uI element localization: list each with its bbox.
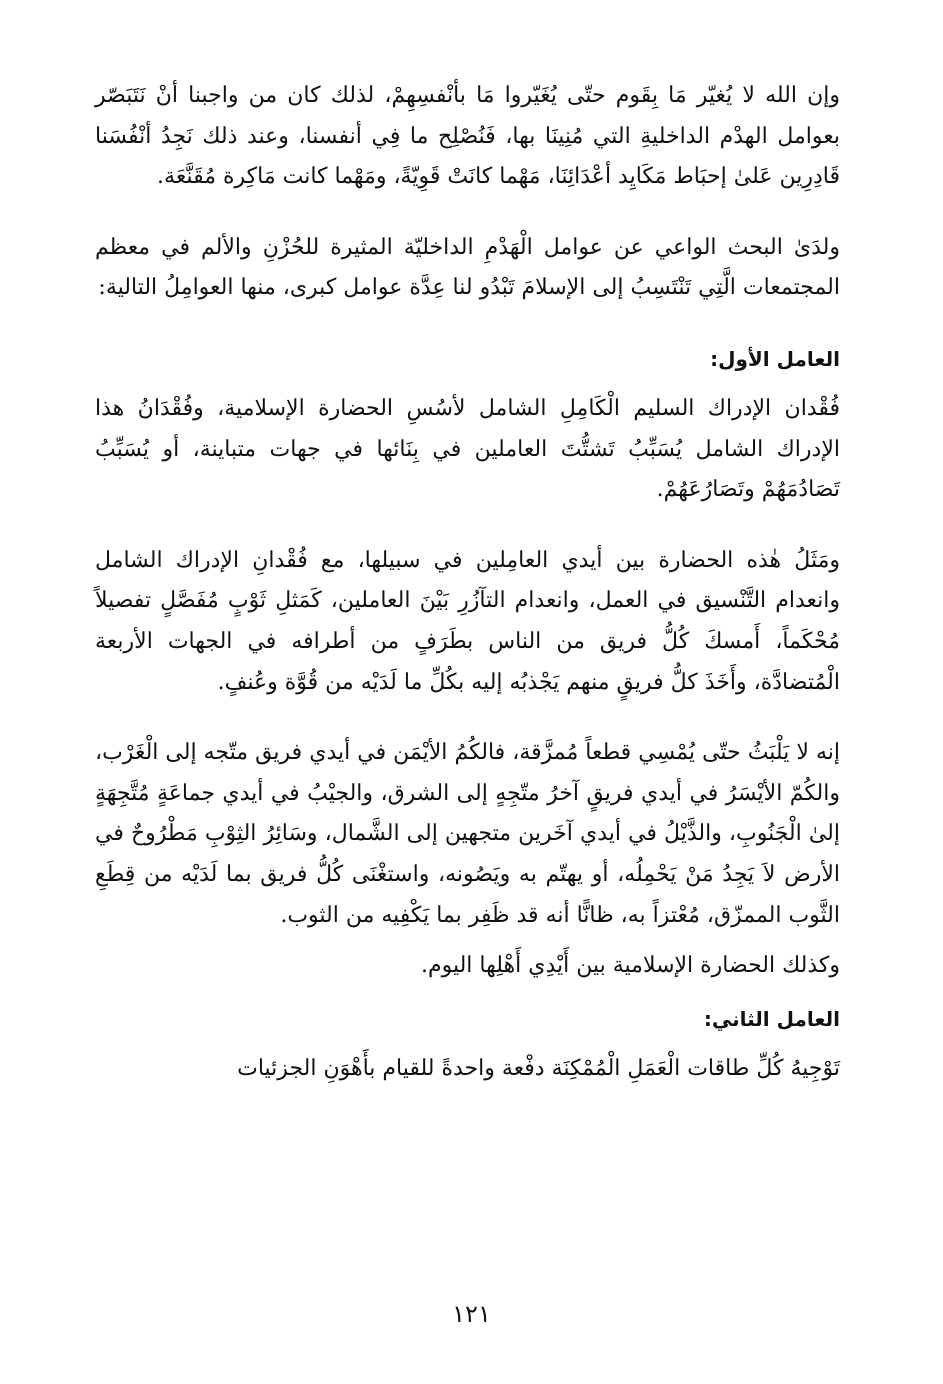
- paragraph-5: إنه لا يَلْبَثُ حتّى يُمْسِي قطعاً مُمزَّقة، فالكُمُ الأيْمَن في أيدي فريق متّجه إلى الْغَرْب، والكُمّ الأيْسَرُ في أيدي فريقٍ آخرُ متّجِهٍ إلى الشرق، والجيْبُ في أيدي جماعَةٍ مُتَّجِهَةٍ إلىٰ الْجَنُوبِ، والذَّيْلُ في أيدي آخَرين متجهين إلى الشَّمال، وسَائِرُ الثِوْبِ مَطْرُوحٌ في الأرض لاَ يَجِدُ مَنْ يَحْمِلُه، أو يهتّم به ويَصُونه، واستغْنَى كُلُّ فريق بما لَدَيْه من قِطَعِ الثَّوب الممزّق، مُعْتزاً به، ظانًّا أنه قد ظَفِر بما يَكْفِيه من الثوب.: [95, 740, 840, 928]
- page-number: ١٢١: [452, 1300, 491, 1328]
- paragraph-1: وإن الله لا يُغيّر مَا بِقَوم حتّى يُغَيّروا مَا بأنْفسِهِمْ، لذلك كان من واجبنا أنْ نَتَبَصّر بعوامل الهدْم الداخليةِ التي مُنِينَا بها، فَنُصْلِح ما فِي أنفسنا، وعند ذلك نَجِدُ أنْفُسَنا قَادِرِين عَلىٰ إحبَاط مَكَايِد أعْدَائِنَا، مَهْما كانَتْ قَوِيّةً، ومَهْما كانت مَاكِرة مُقَنَّعَة.: [95, 83, 840, 190]
- paragraph-3: فُقْدان الإدراك السليم الْكَامِلِ الشامل لأسُسِ الحضارة الإسلامية، وفُقْدَانُ هذا الإدراك الشامل يُسَبِّبُ تَشتُّتَ العاملين في بِنَائها في جهات متباينة، أو يُسَبِّبُ تَصَادُمَهُمْ وتَصَارُعَهُمْ.: [95, 395, 840, 503]
- paragraph-7: تَوْجِيهُ كُلِّ طاقات الْعَمَلِ الْمُمْكِنَة دفْعة واحدةً للقيام بأَهْوَنِ الجزئيات: [237, 1055, 840, 1081]
- document-page: [95, 76, 840, 1089]
- paragraph-6: وكذلك الحضارة الإسلامية بين أَيْدِي أَهْلِها اليوم.: [420, 953, 840, 979]
- section-heading-second-factor: العامل الثاني:: [703, 1006, 840, 1031]
- paragraph-2: ولدَىٰ البحث الواعي عن عوامل الْهَدْمِ الداخليّة المثيرة للحُزْنِ والألم في معظم المجتمعات الَّتِي تَنْتَسِبُ إلى الإسلامَ تَبْدُو لنا عِدَّة عوامل كبرى، منها العوامِلُ التالية:: [95, 234, 840, 301]
- paragraph-4: ومَثَلُ هٰذه الحضارة بين أيدي العامِلين في سبيلها، مع فُقْدانِ الإدراك الشامل وانعدام التَّنْسيق في العمل، وانعدام التآزُرِ بَيْنَ العاملين، كَمَثلِ ثَوْبٍ مُفَصَّلٍ تفصيلاً مُحْكَماً، أَمسكَ كُلُّ فريق من الناس بطَرَفٍ من أطرافه في الجهات الأربعة الْمُتضادَّة، وأَخَذَ كلُّ فريقٍ منهم يَجْذبُه إليه بكُلِّ ما لَدَيْه من قُوَّة وعُنفٍ.: [95, 547, 841, 695]
- section-heading-first-factor: العامل الأول:: [710, 346, 840, 371]
